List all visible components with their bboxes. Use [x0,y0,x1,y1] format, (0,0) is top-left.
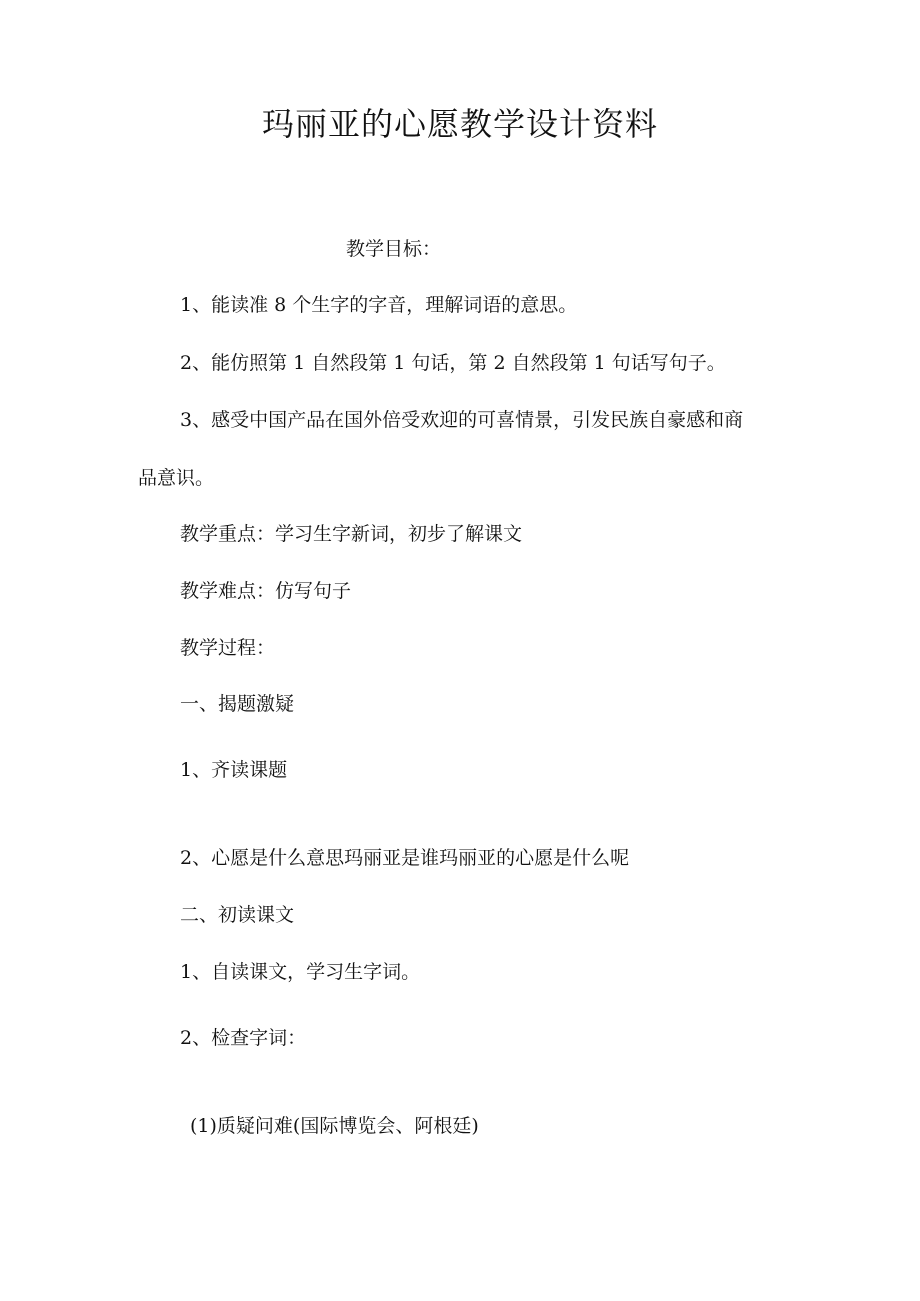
objective-3-line-2: 品意识。 [138,467,215,489]
key-point: 教学重点：学习生字新词，初步了解课文 [180,523,523,545]
section-2-item-1: 1、自读课文，学习生字词。 [180,961,421,983]
objective-1: 1、能读准 8 个生字的字音，理解词语的意思。 [180,294,578,316]
objectives-heading: 教学目标： [346,238,442,260]
objective-3-line-1: 3、感受中国产品在国外倍受欢迎的可喜情景，引发民族自豪感和商 [180,409,744,431]
section-1-item-2: 2、心愿是什么意思玛丽亚是谁玛丽亚的心愿是什么呢 [180,847,630,869]
objective-2: 2、能仿照第 1 自然段第 1 句话，第 2 自然段第 1 句话写句子。 [180,352,726,374]
section-2-item-2: 2、检查字词： [180,1027,307,1049]
document-title: 玛丽亚的心愿教学设计资料 [261,105,658,143]
process-heading: 教学过程： [180,637,276,659]
section-1-item-1: 1、齐读课题 [180,759,288,781]
section-2-sub-item-1: (1)质疑问难(国际博览会、阿根廷) [190,1115,479,1137]
section-1-heading: 一、揭题激疑 [180,693,295,715]
section-2-heading: 二、初读课文 [180,904,295,926]
difficulty: 教学难点：仿写句子 [180,580,352,602]
